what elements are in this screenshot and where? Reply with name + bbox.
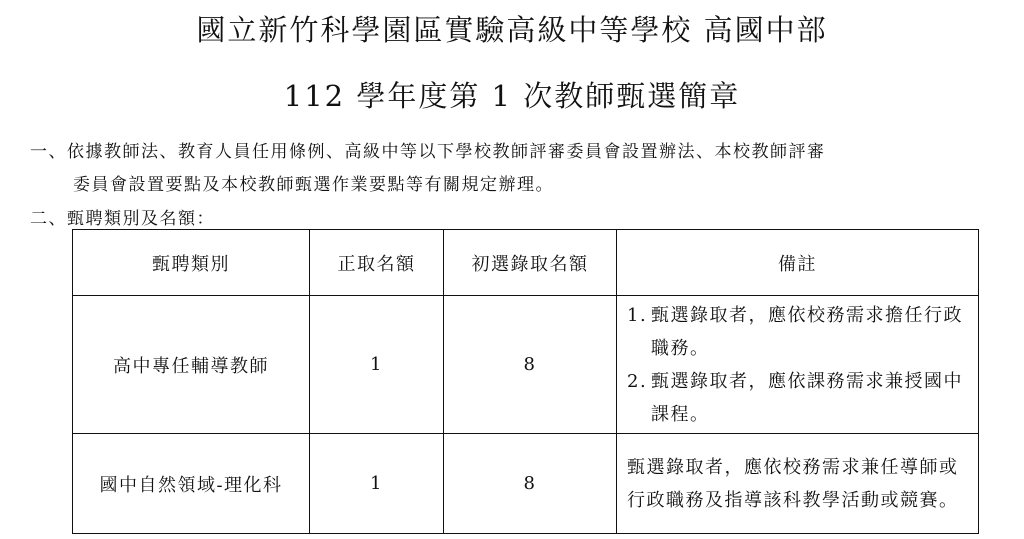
school-title: 國立新竹科學園區實驗高級中等學校 高國中部 <box>196 13 828 47</box>
section-1-text-line-1: 一、依據教師法、教育人員任用條例、高級中等以下學校教師評審委員會設置辦法、本校教師評審 <box>30 142 826 162</box>
document-title: 112 學年度第 1 次教師甄選簡章 <box>283 79 741 113</box>
header-remarks: 備註 <box>617 230 979 296</box>
cell-category: 國中自然領域-理化科 <box>73 434 310 534</box>
remark-text: 甄選錄取者，應依校務需求擔任行政職務。 <box>651 304 963 359</box>
remarks-list <box>627 299 972 431</box>
cell-preliminary-quota: 8 <box>444 296 617 434</box>
cell-admitted-quota: 1 <box>310 296 444 434</box>
cell-category: 高中專任輔導教師 <box>73 296 310 434</box>
remark-text: 甄選錄取者，應依課務需求兼授國中課程。 <box>651 370 963 425</box>
table-row <box>73 434 979 534</box>
section-1-text-line-2: 委員會設置要點及本校教師甄選作業要點等有關規定辦理。 <box>73 175 554 195</box>
header-preliminary-quota: 初選錄取名額 <box>444 230 617 296</box>
cell-remarks: 甄選錄取者，應依校務需求兼任導師或行政職務及指導該科教學活動或競賽。 <box>617 434 979 534</box>
cell-preliminary-quota: 8 <box>444 434 617 534</box>
header-category: 甄聘類別 <box>73 230 310 296</box>
table-header-row <box>73 230 979 296</box>
remark-number: 2. <box>627 370 648 392</box>
remark-number: 1. <box>627 304 648 326</box>
section-2-heading: 二、甄聘類別及名額： <box>30 209 215 229</box>
recruitment-quota-table <box>72 229 979 534</box>
remark-item <box>627 365 972 431</box>
cell-remarks <box>617 296 979 434</box>
cell-admitted-quota: 1 <box>310 434 444 534</box>
header-admitted-quota: 正取名額 <box>310 230 444 296</box>
remark-item <box>627 299 972 365</box>
table-row <box>73 296 979 434</box>
